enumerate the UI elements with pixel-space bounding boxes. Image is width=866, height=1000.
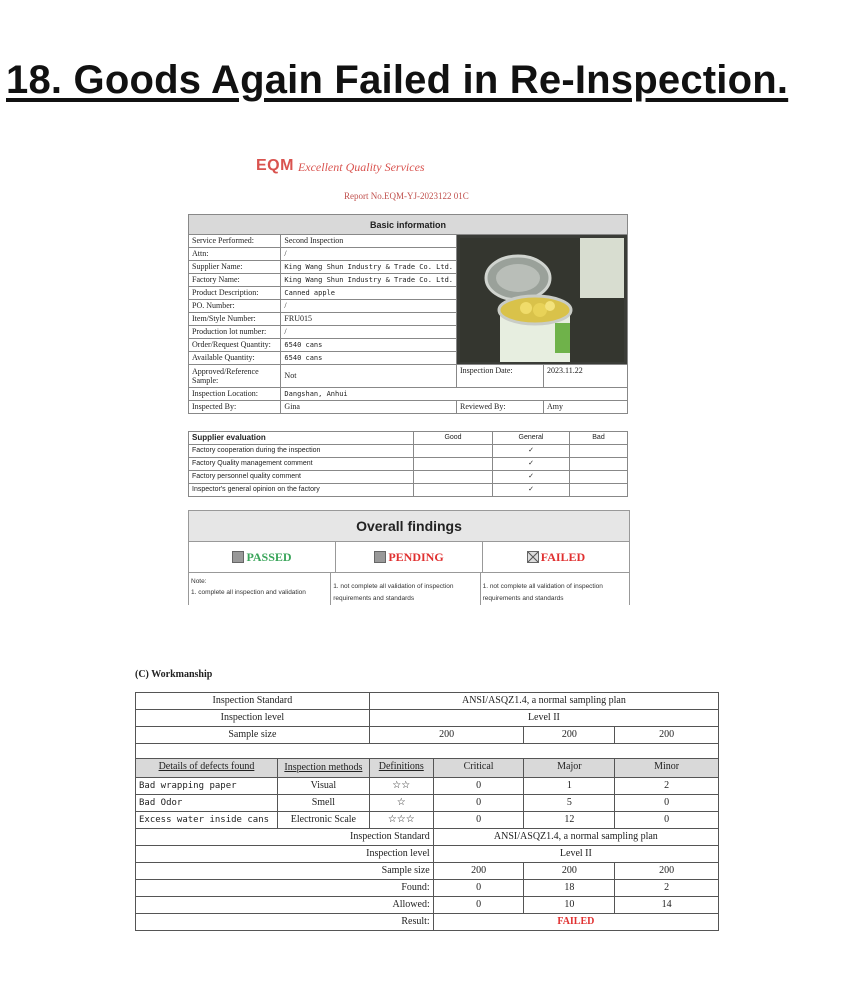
row-value: Dangshan, Anhui bbox=[281, 388, 628, 401]
sum-std-label: Inspection Standard bbox=[136, 829, 434, 846]
defect-critical: 0 bbox=[433, 812, 524, 829]
col-definitions: Definitions bbox=[369, 759, 433, 778]
check-icon: ✓ bbox=[493, 458, 570, 471]
allowed-label: Allowed: bbox=[136, 897, 434, 914]
eval-row-label: Inspector's general opinion on the factory bbox=[189, 484, 414, 497]
inspection-date-label: Inspection Date: bbox=[457, 365, 544, 388]
checkbox-icon bbox=[232, 551, 244, 563]
found-minor: 2 bbox=[615, 880, 719, 897]
row-label: Production lot number: bbox=[189, 326, 281, 339]
sum-sample: 200 bbox=[615, 863, 719, 880]
defect-major: 1 bbox=[524, 778, 615, 795]
note-failed: 1. not complete all validation of inspection requirements and standards bbox=[482, 583, 603, 602]
row-label: Available Quantity: bbox=[189, 352, 281, 365]
row-label: Item/Style Number: bbox=[189, 313, 281, 326]
result-value: FAILED bbox=[433, 914, 718, 931]
row-label: Approved/Reference Sample: bbox=[189, 365, 281, 388]
supplier-evaluation-table bbox=[188, 431, 628, 497]
found-major: 18 bbox=[524, 880, 615, 897]
defect-minor: 0 bbox=[615, 795, 719, 812]
row-value: Canned apple bbox=[281, 287, 457, 300]
defect-definition: ☆☆ bbox=[369, 778, 433, 795]
sum-sample-label: Sample size bbox=[136, 863, 434, 880]
report-number: Report No.EQM-YJ-2023122 01C bbox=[344, 191, 469, 201]
inspection-date: 2023.11.22 bbox=[544, 365, 628, 388]
row-label: PO. Number: bbox=[189, 300, 281, 313]
workmanship-table bbox=[135, 692, 719, 931]
note-text: 1. complete all inspection and validation bbox=[191, 589, 306, 596]
overall-findings-title: Overall findings bbox=[189, 511, 629, 542]
defect-major: 5 bbox=[524, 795, 615, 812]
col-bad: Bad bbox=[570, 432, 628, 445]
note-passed bbox=[189, 573, 331, 605]
row-value: 6540 cans bbox=[281, 352, 457, 365]
row-label: Service Performed: bbox=[189, 235, 281, 248]
sample-value: 200 bbox=[615, 727, 719, 744]
workmanship-title: (C) Workmanship bbox=[135, 669, 213, 680]
defect-major: 12 bbox=[524, 812, 615, 829]
row-label: Factory Name: bbox=[189, 274, 281, 287]
sum-level-label: Inspection level bbox=[136, 846, 434, 863]
passed-option bbox=[189, 542, 336, 572]
defect-definition: ☆☆☆ bbox=[369, 812, 433, 829]
eval-row-label: Factory personnel quality comment bbox=[189, 471, 414, 484]
row-label: Order/Request Quantity: bbox=[189, 339, 281, 352]
passed-label: PASSED bbox=[246, 549, 292, 564]
table-row bbox=[136, 812, 719, 829]
level-label: Inspection level bbox=[136, 710, 370, 727]
row-value: / bbox=[281, 326, 457, 339]
note-pending: 1. not complete all validation of inspection requirements and standards bbox=[331, 573, 480, 605]
sum-sample: 200 bbox=[524, 863, 615, 880]
found-label: Found: bbox=[136, 880, 434, 897]
row-value: Second Inspection bbox=[281, 235, 457, 248]
sum-std-value: ANSI/ASQZ1.4, a normal sampling plan bbox=[433, 829, 718, 846]
eqm-logo bbox=[256, 157, 425, 175]
allowed-major: 10 bbox=[524, 897, 615, 914]
defect-method: Smell bbox=[277, 795, 369, 812]
allowed-critical: 0 bbox=[433, 897, 524, 914]
row-label: Supplier Name: bbox=[189, 261, 281, 274]
reviewed-value: Amy bbox=[544, 401, 628, 414]
row-label: Inspected By: bbox=[189, 401, 281, 414]
defect-method: Electronic Scale bbox=[277, 812, 369, 829]
sample-value: 200 bbox=[369, 727, 524, 744]
col-critical: Critical bbox=[433, 759, 524, 778]
defect-minor: 2 bbox=[615, 778, 719, 795]
checkbox-icon bbox=[374, 551, 386, 563]
reviewed-label: Reviewed By: bbox=[457, 401, 544, 414]
col-details: Details of defects found bbox=[136, 759, 278, 778]
page-title: 18. Goods Again Failed in Re-Inspection. bbox=[6, 58, 789, 102]
row-value: / bbox=[281, 300, 457, 313]
col-minor: Minor bbox=[615, 759, 719, 778]
product-photo bbox=[457, 235, 628, 365]
row-value: King Wang Shun Industry & Trade Co. Ltd. bbox=[281, 261, 457, 274]
failed-label: FAILED bbox=[540, 549, 586, 564]
defect-name: Bad wrapping paper bbox=[136, 778, 278, 795]
result-label: Result: bbox=[136, 914, 434, 931]
pending-option bbox=[336, 542, 483, 572]
check-icon: ✓ bbox=[493, 484, 570, 497]
logo-mark: EQM bbox=[256, 157, 294, 174]
row-value: 6540 cans bbox=[281, 339, 457, 352]
found-critical: 0 bbox=[433, 880, 524, 897]
defect-critical: 0 bbox=[433, 778, 524, 795]
supplier-evaluation-title: Supplier evaluation bbox=[189, 432, 414, 445]
row-value: / bbox=[281, 248, 457, 261]
check-icon: ✓ bbox=[493, 471, 570, 484]
defect-critical: 0 bbox=[433, 795, 524, 812]
overall-findings bbox=[188, 510, 630, 605]
row-value: Gina bbox=[281, 401, 457, 414]
row-value: FRU015 bbox=[281, 313, 457, 326]
sum-level-value: Level II bbox=[433, 846, 718, 863]
col-methods: Inspection methods bbox=[277, 759, 369, 778]
eval-row-label: Factory Quality management comment bbox=[189, 458, 414, 471]
table-row bbox=[136, 795, 719, 812]
std-value: ANSI/ASQZ1.4, a normal sampling plan bbox=[369, 693, 718, 710]
note-label: Note: bbox=[191, 578, 207, 585]
defect-method: Visual bbox=[277, 778, 369, 795]
defect-name: Bad Odor bbox=[136, 795, 278, 812]
logo-text: Excellent Quality Services bbox=[297, 160, 425, 174]
col-major: Major bbox=[524, 759, 615, 778]
row-value: King Wang Shun Industry & Trade Co. Ltd. bbox=[281, 274, 457, 287]
sample-value: 200 bbox=[524, 727, 615, 744]
checked-box-icon bbox=[527, 551, 539, 563]
pending-label: PENDING bbox=[388, 549, 444, 564]
col-general: General bbox=[493, 432, 570, 445]
level-value: Level II bbox=[369, 710, 718, 727]
sample-label: Sample size bbox=[136, 727, 370, 744]
row-label: Attn: bbox=[189, 248, 281, 261]
defect-name: Excess water inside cans bbox=[136, 812, 278, 829]
std-label: Inspection Standard bbox=[136, 693, 370, 710]
basic-information-table bbox=[188, 214, 628, 414]
defect-definition: ☆ bbox=[369, 795, 433, 812]
row-label: Inspection Location: bbox=[189, 388, 281, 401]
table-row bbox=[136, 778, 719, 795]
sum-sample: 200 bbox=[433, 863, 524, 880]
row-value: Not bbox=[281, 365, 457, 388]
defect-minor: 0 bbox=[615, 812, 719, 829]
row-label: Product Description: bbox=[189, 287, 281, 300]
eval-row-label: Factory cooperation during the inspection bbox=[189, 445, 414, 458]
allowed-minor: 14 bbox=[615, 897, 719, 914]
check-icon: ✓ bbox=[493, 445, 570, 458]
basic-information-header: Basic information bbox=[189, 215, 628, 235]
col-good: Good bbox=[414, 432, 493, 445]
failed-option bbox=[483, 542, 629, 572]
